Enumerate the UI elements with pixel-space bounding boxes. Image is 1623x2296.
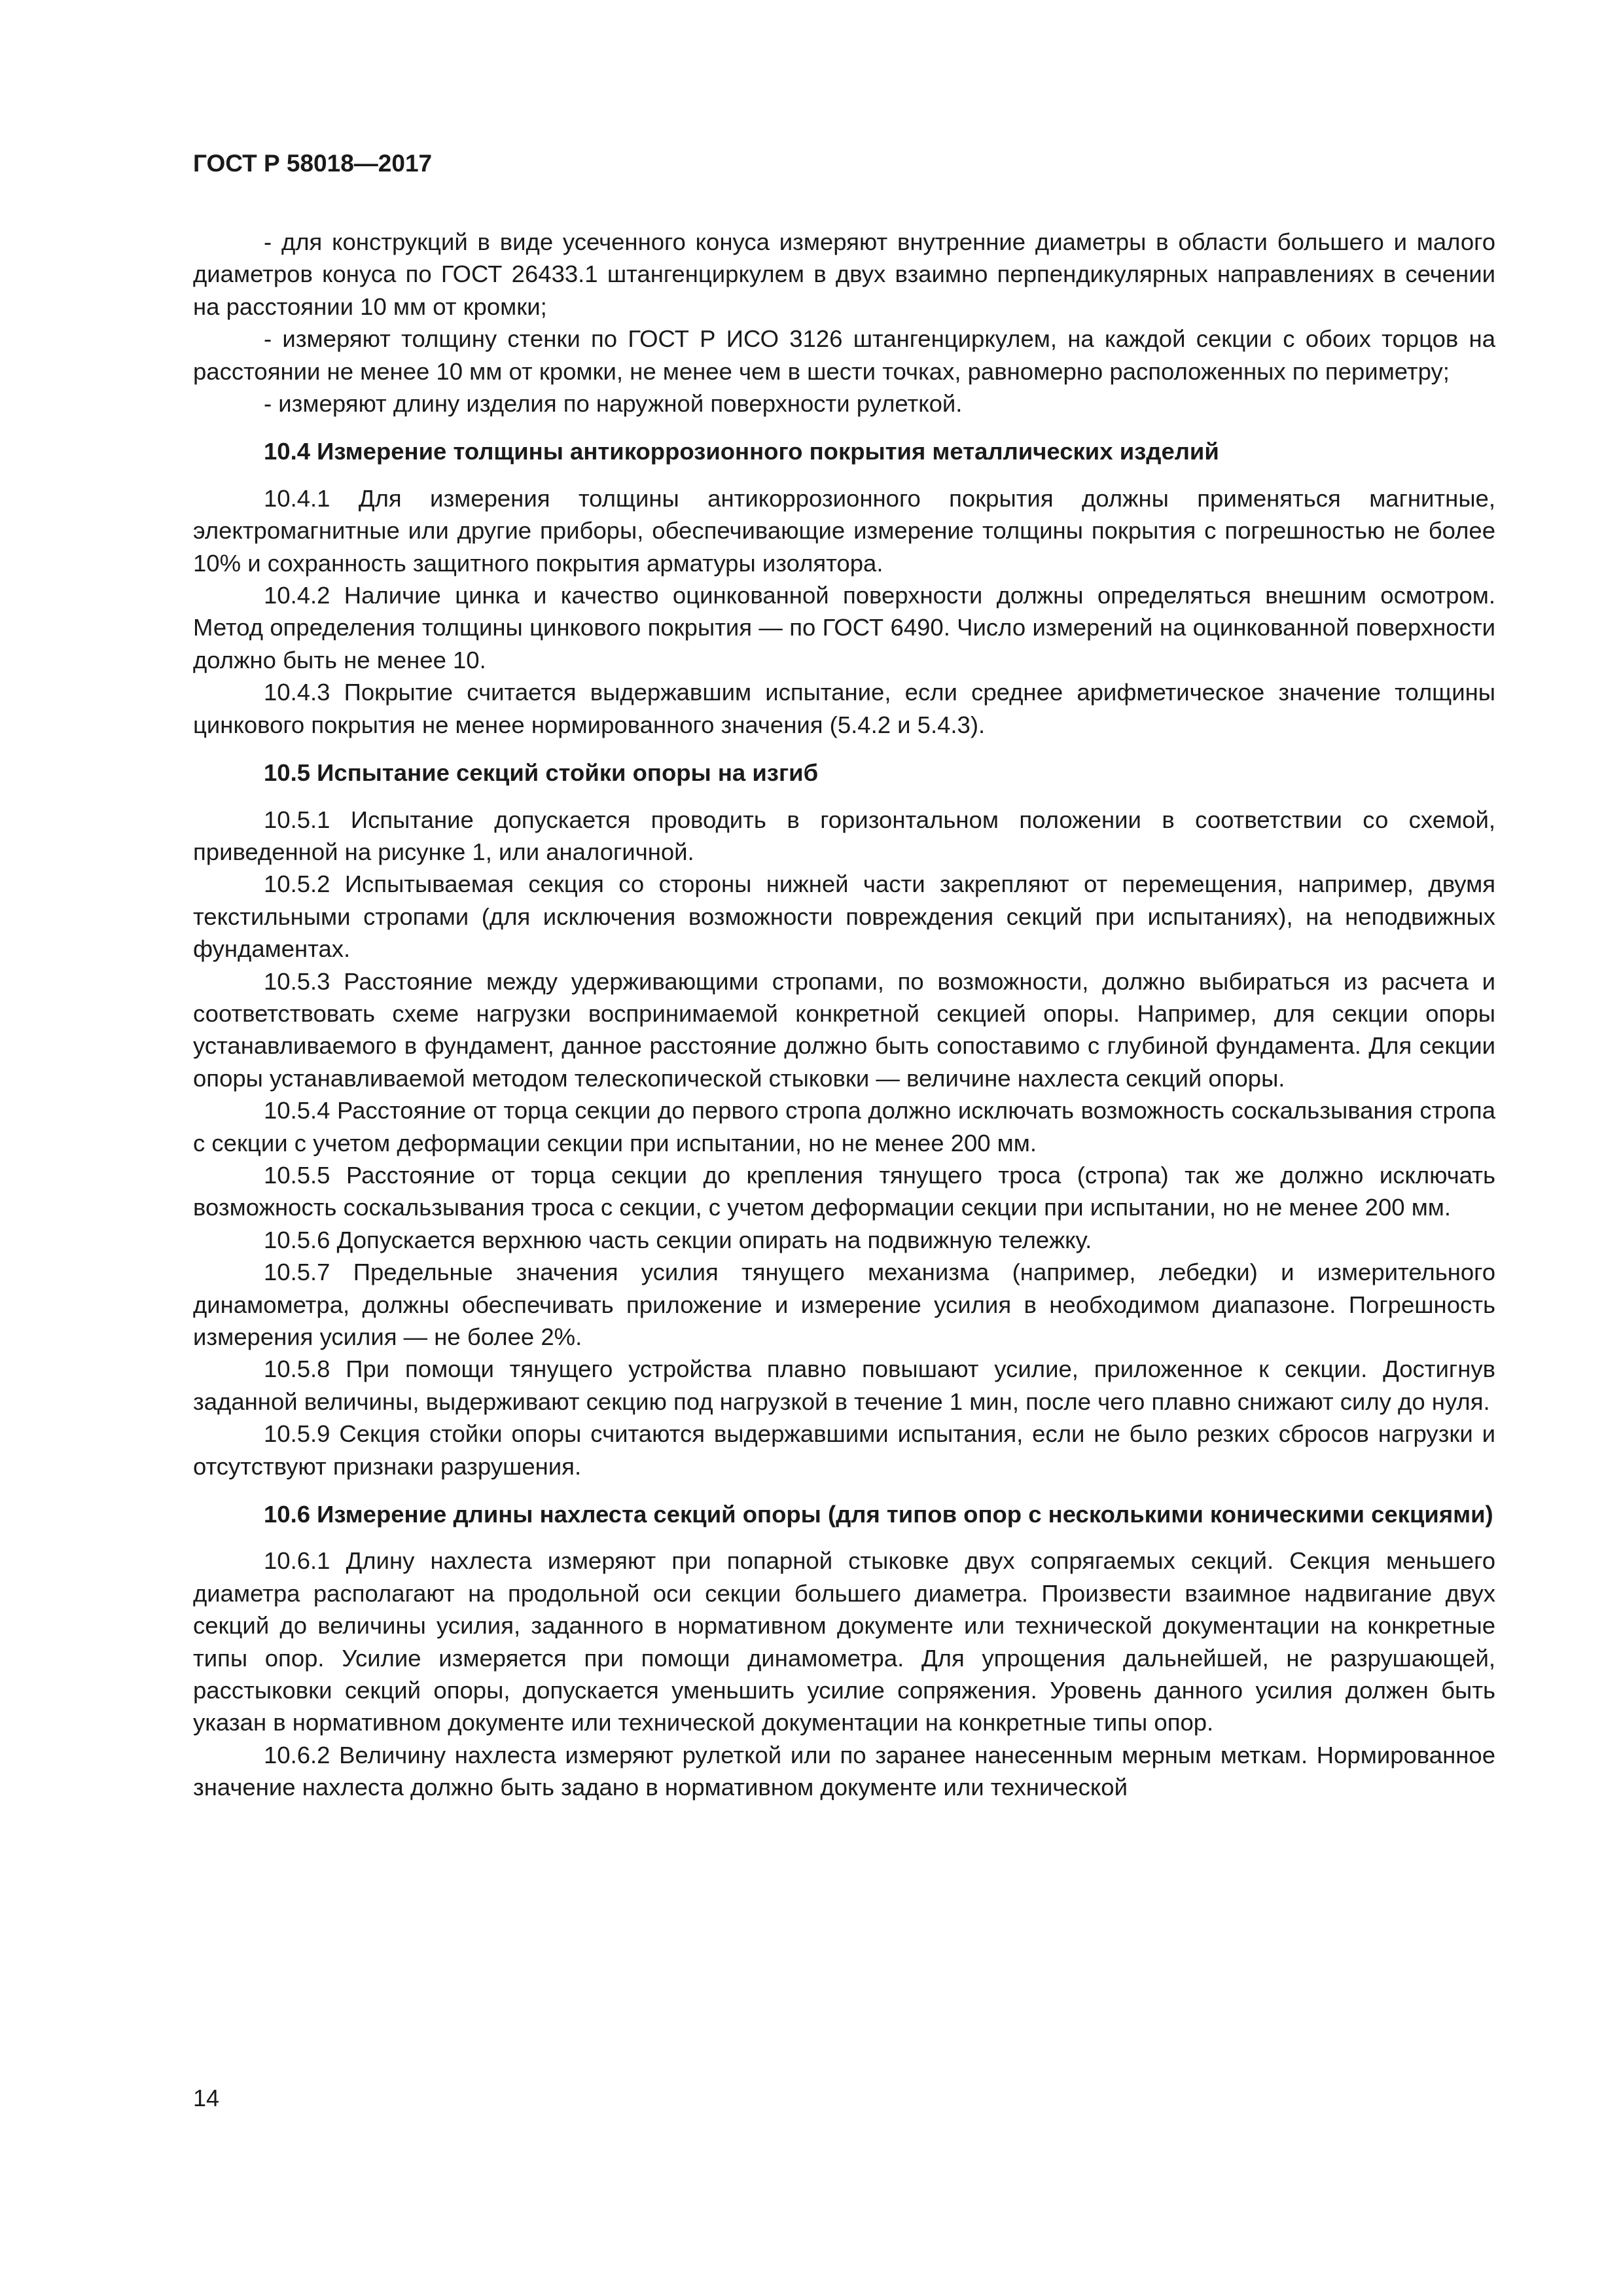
section-heading-10-4: 10.4 Измерение толщины антикоррозионного покрытия металлических изделий xyxy=(264,438,1219,465)
paragraph-10-5-4: 10.5.4 Расстояние от торца секции до первого стропа должно исключать возможность соскальзывания стропа с секции с учетом деформации секции при испытании, но не менее 200 мм. xyxy=(193,1097,1495,1157)
document-body xyxy=(193,226,1495,1804)
paragraph-10-6-1: 10.6.1 Длину нахлеста измеряют при попарной стыковке двух сопрягаемых секций. Секция меньшего диаметра располагают на продольной оси секции большего диаметра. Произвести взаимное надвигание двух секций до величины усилия, заданного в нормативном документе или технической документации на конкретные типы опор. Усилие измеряется при помощи динамометра. Для упрощения дальнейшей, не разрушающей, расстыковки секций опоры, допускается уменьшить усилие сопряжения. Уровень данного усилия должен быть указан в нормативном документе или технической документации на конкретные типы опор. xyxy=(193,1547,1495,1736)
section-heading-10-5: 10.5 Испытание секций стойки опоры на изгиб xyxy=(264,759,819,787)
paragraph-10-5-5: 10.5.5 Расстояние от торца секции до крепления тянущего троса (стропа) так же должно исключать возможность соскальзывания троса с секции, с учетом деформации секции при испытании, но не менее 200 мм. xyxy=(193,1161,1495,1221)
paragraph-10-4-1: 10.4.1 Для измерения толщины антикоррозионного покрытия должны применяться магнитные, электромагнитные или другие приборы, обеспечивающие измерение толщины покрытия с погрешностью не более 10% и сохранность защитного покрытия арматуры изолятора. xyxy=(193,484,1495,577)
paragraph-10-5-7: 10.5.7 Предельные значения усилия тянущего механизма (например, лебедки) и измерительного динамометра, должны обеспечивать приложение и измерение усилия в необходимом диапазоне. Погрешность измерения усилия — не более 2%. xyxy=(193,1259,1495,1350)
paragraph-10-5-6: 10.5.6 Допускается верхнюю часть секции опирать на подвижную тележку. xyxy=(264,1226,1092,1253)
intro-paragraph-2: - измеряют толщину стенки по ГОСТ Р ИСО 3126 штангенциркулем, на каждой секции с обоих торцов на расстоянии не менее 10 мм от кромки, не менее чем в шести точках, равномерно расположенных по периметру; xyxy=(193,325,1495,385)
paragraph-10-4-3: 10.4.3 Покрытие считается выдержавшим испытание, если среднее арифметическое значение толщины цинкового покрытия не менее нормированного значения (5.4.2 и 5.4.3). xyxy=(193,679,1495,738)
paragraph-10-4-2: 10.4.2 Наличие цинка и качество оцинкованной поверхности должны определяться внешним осмотром. Метод определения толщины цинкового покрытия — по ГОСТ 6490. Число измерений на оцинкованной поверхности должно быть не менее 10. xyxy=(193,582,1495,673)
paragraph-10-6-2: 10.6.2 Величину нахлеста измеряют рулеткой или по заранее нанесенным мерным меткам. Нормированное значение нахлеста должно быть задано в нормативном документе или технической xyxy=(193,1741,1495,1801)
intro-paragraph-3: - измеряют длину изделия по наружной поверхности рулеткой. xyxy=(264,390,963,418)
paragraph-10-5-8: 10.5.8 При помощи тянущего устройства плавно повышают усилие, приложенное к секции. Достигнув заданной величины, выдерживают секцию под нагрузкой в течение 1 мин, после чего плавно снижают силу до нуля. xyxy=(193,1355,1495,1415)
paragraph-10-5-2: 10.5.2 Испытываемая секция со стороны нижней части закрепляют от перемещения, например, двумя текстильными стропами (для исключения возможности повреждения секций при испытаниях), на неподвижных фундаментах. xyxy=(193,870,1495,963)
section-heading-10-6: 10.6 Измерение длины нахлеста секций опоры (для типов опор с несколькими коническими секциями) xyxy=(264,1501,1493,1528)
intro-paragraph-1: - для конструкций в виде усеченного конуса измеряют внутренние диаметры в области большего и малого диаметров конуса по ГОСТ 26433.1 штангенциркулем в двух взаимно перпендикулярных направлениях в сечении на расстоянии 10 мм от кромки; xyxy=(193,228,1495,320)
paragraph-10-5-9: 10.5.9 Секция стойки опоры считаются выдержавшими испытания, если не было резких сбросов нагрузки и отсутствуют признаки разрушения. xyxy=(193,1420,1495,1480)
document-code-header: ГОСТ Р 58018—2017 xyxy=(193,150,433,177)
page-number: 14 xyxy=(193,2085,220,2111)
paragraph-10-5-3: 10.5.3 Расстояние между удерживающими стропами, по возможности, должно выбираться из расчета и соответствовать схеме нагрузки воспринимаемой конкретной секцией опоры. Например, для секции опоры устанавливаемого в фундамент, данное расстояние должно быть сопоставимо с глубиной фундамента. Для секции опоры устанавливаемой методом телескопической стыковки — величине нахлеста секций опоры. xyxy=(193,967,1495,1092)
paragraph-10-5-1: 10.5.1 Испытание допускается проводить в горизонтальном положении в соответствии со схемой, приведенной на рисунке 1, или аналогичной. xyxy=(193,806,1495,865)
